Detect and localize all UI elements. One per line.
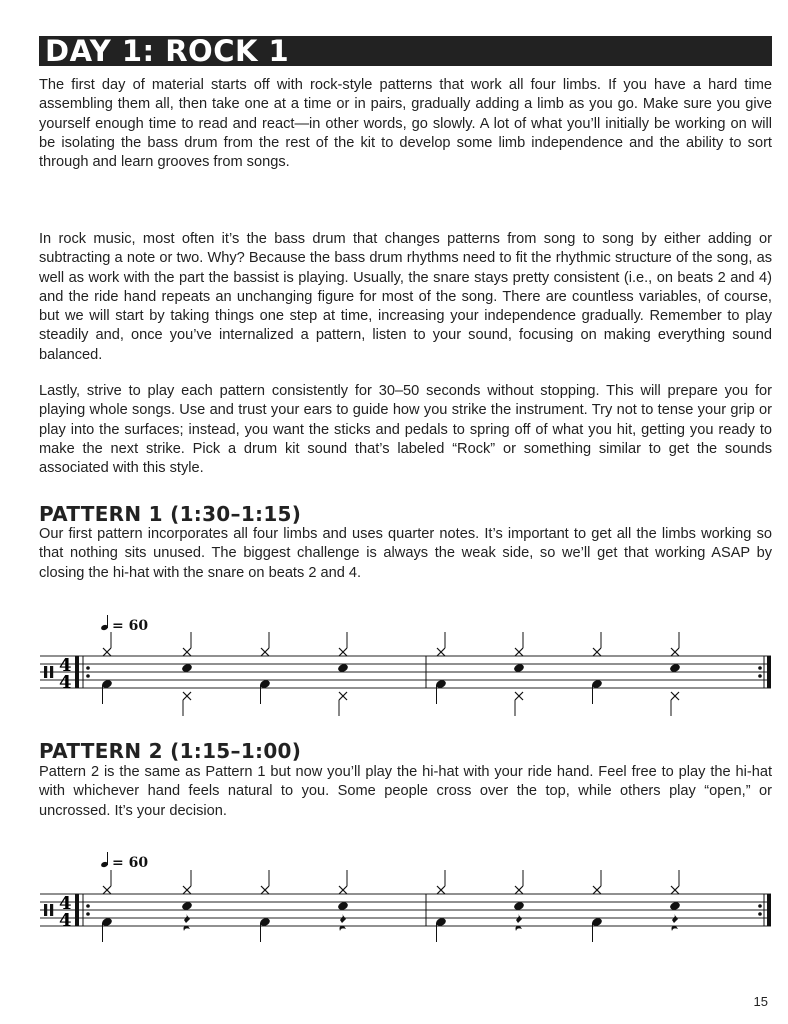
hi-hat-note: [593, 886, 601, 894]
hi-hat-note: [103, 648, 111, 656]
beat-group: [435, 870, 447, 942]
quarter-rest-icon: [516, 914, 523, 931]
percussion-clef-icon: [50, 666, 53, 678]
repeat-dot: [86, 674, 90, 678]
percussion-clef-icon: [44, 666, 47, 678]
beat-group: [435, 632, 447, 704]
page-number: 15: [753, 994, 768, 1009]
hi-hat-foot-note: [515, 692, 523, 700]
beat-group: [181, 870, 193, 931]
repeat-start-thick-bar: [75, 894, 79, 926]
pattern-1-heading: PATTERN 1 (1:30–1:15): [39, 502, 302, 526]
hi-hat-note: [437, 886, 445, 894]
time-signature-bottom: 4: [59, 672, 72, 693]
hi-hat-note: [261, 648, 269, 656]
hi-hat-foot-note: [671, 692, 679, 700]
beat-group: [101, 632, 113, 704]
pattern-2-text: Pattern 2 is the same as Pattern 1 but now you’ll play the hi-hat with your ride hand. Feel free to play the hi-hat with whichever hand feels natural to you. Some people cross over the top, while others play “open,” or uncrossed. It’s your decision.: [39, 764, 772, 819]
intro-paragraph-3: Lastly, strive to play each pattern consistently for 30–50 seconds without stopping. This will prepare you for playing whole songs. Use and trust your ears to guide how you strike the instrument. Try not to tense your grip or play into the surfaces; instead, you want the sticks and pedals to spring off of what you hit, getting you ready to make the next strike. Pick a drum kit sound that’s labeled “Rock” or something similar to get the sounds associated with this style.: [39, 383, 772, 477]
beat-group: [181, 632, 193, 716]
repeat-dot: [758, 674, 762, 678]
hi-hat-foot-note: [183, 692, 191, 700]
repeat-dot: [86, 912, 90, 916]
beat-group: [591, 870, 603, 942]
hi-hat-note: [593, 648, 601, 656]
hi-hat-foot-note: [339, 692, 347, 700]
pattern-1-tempo: = 60: [101, 616, 148, 634]
quarter-note-icon: [101, 853, 108, 867]
hi-hat-note: [671, 886, 679, 894]
hi-hat-note: [183, 886, 191, 894]
beat-group: [337, 632, 349, 716]
page-title: DAY 1: ROCK 1: [39, 36, 772, 66]
beat-group: [669, 632, 681, 716]
repeat-end-thick-bar: [767, 656, 771, 688]
pattern-1-text: Our first pattern incorporates all four limbs and uses quarter notes. It’s important to get all the limbs working so that nothing sits unused. The biggest challenge is always the weak side, so we’ll get that working ASAP by closing the hi-hat with the snare on beats 2 and 4.: [39, 526, 772, 581]
hi-hat-note: [103, 886, 111, 894]
repeat-end-thick-bar: [767, 894, 771, 926]
hi-hat-note: [339, 648, 347, 656]
beat-group: [513, 632, 525, 716]
intro-paragraph-2: In rock music, most often it’s the bass drum that changes patterns from song to song by either adding or subtracting a note or two. Why? Because the bass drum rhythms need to fit the rhythmic structure of the song, as well as work with the part the bassist is playing. Usually, the snare stays pretty consistent (i.e., on beats 2 and 4) and the ride hand repeats an unchanging figure for most of the song. There are countless variables, of course, but we will start by taking things one step at time, increasing your independence gradually. Remember to play steadily and, once you’ve internalized a pattern, listen to your sound, focusing on making everything sound balanced.: [39, 231, 772, 363]
time-signature-top: 4: [59, 893, 72, 914]
pattern-2-notation: [0, 868, 788, 978]
beat-group: [669, 870, 681, 931]
hi-hat-note: [515, 886, 523, 894]
pattern-2-heading: PATTERN 2 (1:15–1:00): [39, 739, 302, 763]
beat-group: [591, 632, 603, 704]
repeat-dot: [86, 666, 90, 670]
repeat-dot: [758, 904, 762, 908]
intro-paragraph-1: The first day of material starts off with rock-style patterns that work all four limbs. If you have a hard time assembling them all, then take one at a time or in pairs, gradually adding a limb as you go. Make sure you give yourself enough time to read and react—in other words, go slowly. A lot of what you’ll initially be working on will be isolating the bass drum from the rest of the kit to develop some limb independence and the ability to sort through and learn grooves from songs.: [39, 77, 772, 171]
repeat-dot: [758, 912, 762, 916]
repeat-start-thick-bar: [75, 656, 79, 688]
beat-group: [259, 870, 271, 942]
hi-hat-note: [261, 886, 269, 894]
beat-group: [259, 632, 271, 704]
hi-hat-note: [339, 886, 347, 894]
hi-hat-note: [671, 648, 679, 656]
hi-hat-note: [437, 648, 445, 656]
time-signature-top: 4: [59, 655, 72, 676]
repeat-dot: [86, 904, 90, 908]
hi-hat-note: [183, 648, 191, 656]
quarter-note-icon: [101, 616, 108, 630]
hi-hat-note: [515, 648, 523, 656]
quarter-rest-icon: [340, 914, 347, 931]
beat-group: [337, 870, 349, 931]
percussion-clef-icon: [50, 904, 53, 916]
pattern-2-tempo: = 60: [101, 853, 148, 871]
time-signature-bottom: 4: [59, 910, 72, 931]
beat-group: [513, 870, 525, 931]
repeat-dot: [758, 666, 762, 670]
percussion-clef-icon: [44, 904, 47, 916]
quarter-rest-icon: [184, 914, 191, 931]
quarter-rest-icon: [672, 914, 679, 931]
pattern-1-notation: [0, 630, 788, 740]
beat-group: [101, 870, 113, 942]
